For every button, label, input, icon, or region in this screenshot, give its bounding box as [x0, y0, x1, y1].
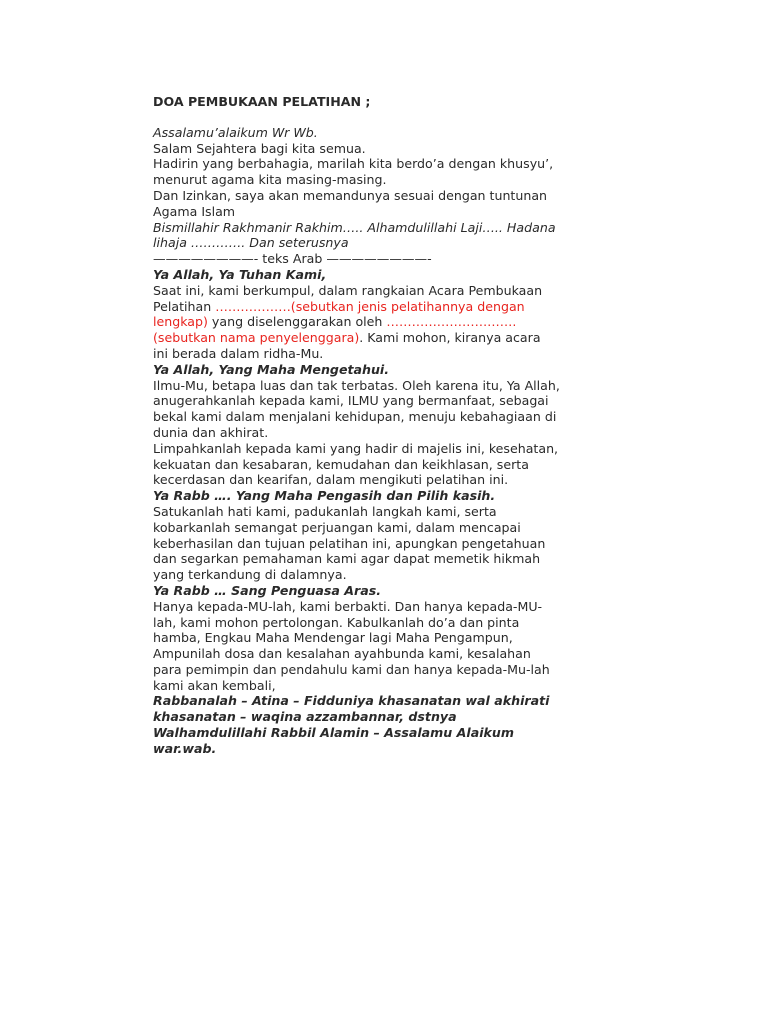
text-line: Dan Izinkan, saya akan memandunya sesuai dengan tuntunan	[153, 187, 548, 203]
text-segment: Pelatihan	[153, 298, 216, 314]
text-line: dunia dan akhirat.	[153, 424, 269, 440]
placeholder-instruction: ………………(sebutkan jenis pelatihannya dengan	[215, 298, 525, 314]
document-body	[153, 125, 573, 757]
placeholder-instruction: (sebutkan nama penyelenggara)	[153, 330, 360, 346]
text-line: Assalamu’alaikum Wr Wb.	[153, 124, 318, 140]
document-page	[153, 94, 573, 757]
prayer-heading-line: Ya Allah, Ya Tuhan Kami,	[153, 266, 327, 282]
text-line: para pemimpin dan pendahulu kami dan hanya kepada-Mu-lah	[153, 661, 550, 677]
prayer-heading-line: Ya Allah, Yang Maha Mengetahui.	[153, 361, 390, 377]
prayer-heading-line: war.wab.	[153, 740, 217, 756]
text-line: Saat ini, kami berkumpul, dalam rangkaian Acara Pembukaan	[153, 282, 543, 298]
text-line: dan segarkan pemahaman kami agar dapat memetik hikmah	[153, 551, 541, 567]
prayer-heading-line: Rabbanalah – Atina – Fidduniya khasanatan wal akhirati	[153, 693, 550, 709]
prayer-heading-line: khasanatan – waqina azzambannar, dstnya	[153, 709, 457, 725]
prayer-heading-line: Ya Rabb … Sang Penguasa Aras.	[153, 582, 382, 598]
text-line: lihaja …………. Dan seterusnya	[153, 235, 349, 251]
text-line: Satukanlah hati kami, padukanlah langkah kami, serta	[153, 503, 497, 519]
prayer-heading-line: Walhamdulillahi Rabbil Alamin – Assalamu Alaikum	[153, 725, 514, 741]
text-segment: yang diselenggarakan oleh	[207, 314, 387, 330]
document-title: DOA PEMBUKAAN PELATIHAN ;	[153, 94, 371, 109]
text-line: keberhasilan dan tujuan pelatihan ini, apungkan pengetahuan	[153, 535, 546, 551]
text-line: kobarkanlah semangat perjuangan kami, dalam mencapai	[153, 519, 521, 535]
text-line: yang terkandung di dalamnya.	[153, 567, 347, 583]
text-line: bekal kami dalam menjalani kehidupan, menuju kebahagiaan di	[153, 409, 557, 425]
text-line: lah, kami mohon pertolongan. Kabulkanlah do’a dan pinta	[153, 614, 520, 630]
text-line: Hanya kepada-MU-lah, kami berbakti. Dan hanya kepada-MU-	[153, 598, 543, 614]
text-line: kami akan kembali,	[153, 677, 276, 693]
prayer-heading-line: Ya Rabb …. Yang Maha Pengasih dan Pilih kasih.	[153, 488, 496, 504]
text-line: Limpahkanlah kepada kami yang hadir di majelis ini, kesehatan,	[153, 440, 559, 456]
text-line: Agama Islam	[153, 203, 236, 219]
text-line: Ilmu-Mu, betapa luas dan tak terbatas. Oleh karena itu, Ya Allah,	[153, 377, 560, 393]
text-line	[153, 330, 573, 346]
text-line: kecerdasan dan kearifan, dalam mengikuti pelatihan ini.	[153, 472, 509, 488]
text-line: Ampunilah dosa dan kesalahan ayahbunda kami, kesalahan	[153, 646, 531, 662]
text-line: anugerahkanlah kepada kami, ILMU yang bermanfaat, sebagai	[153, 393, 549, 409]
text-line: menurut agama kita masing-masing.	[153, 172, 387, 188]
text-line: kekuatan dan kesabaran, kemudahan dan keikhlasan, serta	[153, 456, 529, 472]
text-line	[153, 299, 573, 315]
text-line: Hadirin yang berbahagia, marilah kita berdo’a dengan khusyu’,	[153, 156, 554, 172]
text-line: Bismillahir Rakhmanir Rakhim….. Alhamdulillahi Laji….. Hadana	[153, 219, 556, 235]
placeholder-instruction: lengkap)	[153, 314, 208, 330]
text-line: ————————- teks Arab ————————-	[153, 251, 432, 267]
text-line: hamba, Engkau Maha Mendengar lagi Maha Pengampun,	[153, 630, 513, 646]
text-line: ini berada dalam ridha-Mu.	[153, 345, 324, 361]
text-segment: . Kami mohon, kiranya acara	[359, 330, 541, 346]
text-line	[153, 314, 573, 330]
placeholder-instruction: ………………………….	[386, 314, 517, 330]
text-line: Salam Sejahtera bagi kita semua.	[153, 140, 366, 156]
